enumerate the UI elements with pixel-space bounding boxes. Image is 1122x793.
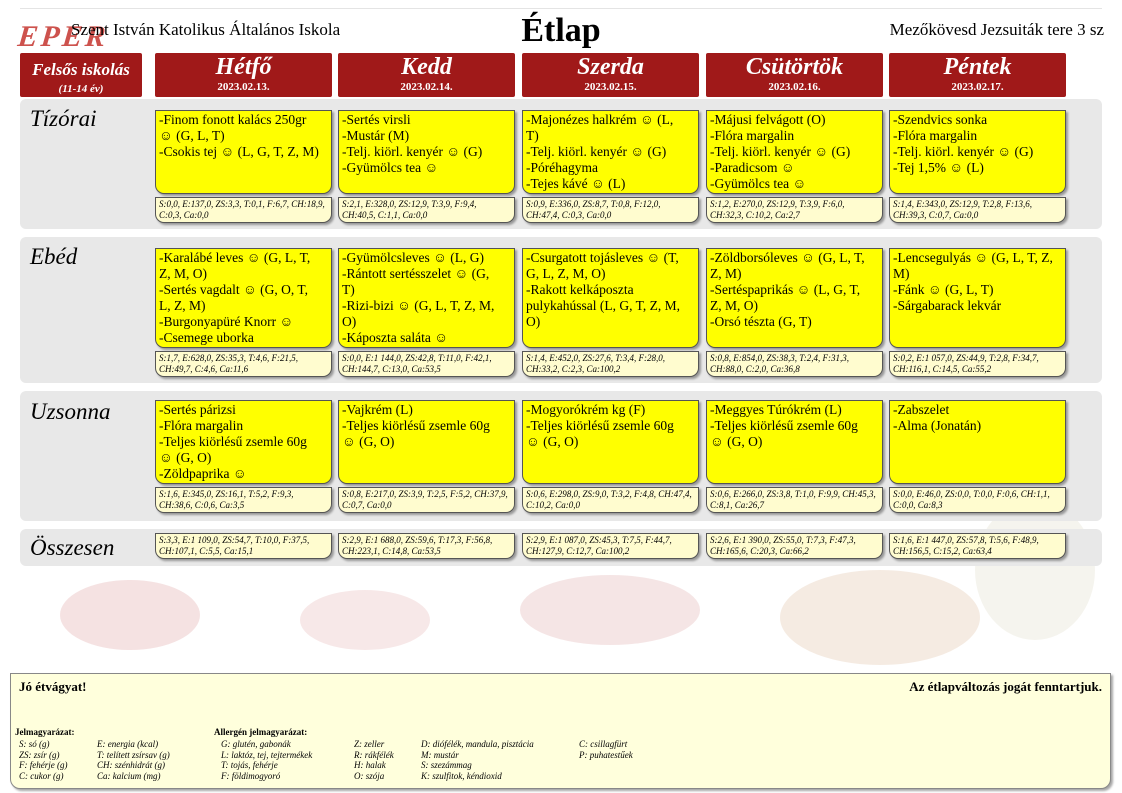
day-name: Hétfő [215,54,272,80]
menu-cell-ebed-wednesday [522,248,699,348]
menu-item-line: ☺ (G, O) [710,434,763,449]
change-notice: Az étlapváltozás jogát fenntartjuk. [909,679,1102,694]
menu-cell-tizorai-thursday [706,110,883,194]
menu-item-line: -Póréhagyma [526,160,598,175]
legend-entry: CH: szénhidrát (g) [97,760,165,770]
menu-item-line: -Finom fonott kalács 250gr [159,112,307,127]
menu-cell-ebed-tuesday [338,248,515,348]
menu-item-line: -Tejes kávé ☺ (L) [526,176,626,191]
allergen-entry: D: diófélék, mandula, pisztácia [421,739,534,749]
menu-cell-tizorai-friday [889,110,1066,194]
footer-panel [10,673,1111,789]
menu-item-line: -Sertés virsli [342,112,411,127]
meal-label-ebed: Ebéd [30,244,78,269]
menu-item-line: -Zabszelet [893,402,950,417]
legend-entry: E: energia (kcal) [97,739,159,749]
menu-item-line: -Teljes kiörlésű zsemle 60g [526,418,674,433]
grade-label: Felsős iskolás [32,60,130,79]
menu-item-line: T) [526,128,539,143]
meal-label-total: Összesen [30,535,115,560]
menu-item-line: -Telj. kiörl. kenyér ☺ (G) [710,144,851,159]
menu-item-line: -Teljes kiörlésű zsemle 60g [342,418,490,433]
nutrition-cell-uzsonna-thursday: S:0,6, E:266,0, ZS:3,8, T:1,0, F:9,9, CH:45,3, C:8,1, Ca:26,7 [706,487,883,513]
menu-item-line: -Teljes kiörlésű zsemle 60g [159,434,307,449]
greeting: Jó étvágyat! [19,679,87,694]
nutrition-cell-ebed-monday: S:1,7, E:628,0, ZS:35,3, T:4,6, F:21,5, CH:49,7, C:4,6, Ca:11,6 [155,351,332,377]
menu-item-line: -Orsó tészta (G, T) [710,314,812,329]
menu-item-line: -Lencsegulyás ☺ (G, L, T, Z, [893,250,1053,265]
menu-item-line: -Gyümölcs tea ☺ [710,176,807,191]
top-divider [20,8,1102,9]
nutrition-cell-tizorai-thursday: S:1,2, E:270,0, ZS:12,9, T:3,9, F:6,0, CH:32,3, C:10,2, Ca:2,7 [706,197,883,223]
menu-item-line: -Telj. kiörl. kenyér ☺ (G) [526,144,667,159]
menu-item-line: -Zöldborsóleves ☺ (G, L, T, [710,250,865,265]
menu-cell-uzsonna-monday [155,400,332,484]
menu-item-line: -Vajkrém (L) [342,402,413,417]
menu-item-line: ☺ (G, L, T) [159,128,225,143]
total-nutrition-thursday: S:2,6, E:1 390,0, ZS:55,0, T:7,3, F:47,3, CH:165,6, C:20,3, Ca:66,2 [706,533,883,559]
allergen-entry: S: szezámmag [421,760,472,770]
menu-item-line: -Gyümölcsleves ☺ (L, G) [342,250,485,265]
day-date: 2023.02.16. [768,81,821,93]
menu-item-line: -Szendvics sonka [893,112,988,127]
menu-cell-tizorai-tuesday [338,110,515,194]
meal-label-uzsonna: Uzsonna [30,399,111,424]
day-date: 2023.02.15. [584,81,637,93]
total-nutrition-tuesday: S:2,9, E:1 688,0, ZS:59,6, T:17,3, F:56,8, CH:223,1, C:14,8, Ca:53,5 [338,533,515,559]
nutrition-cell-ebed-friday: S:0,2, E:1 057,0, ZS:44,9, T:2,8, F:34,7, CH:116,1, C:14,5, Ca:55,2 [889,351,1066,377]
menu-item-line: -Karalábé leves ☺ (G, L, T, [159,250,311,265]
allergen-entry: M: mustár [421,749,459,760]
menu-cell-ebed-friday [889,248,1066,348]
menu-item-line: -Burgonyapüré Knorr ☺ [159,314,294,329]
page-title: Étlap [521,12,601,49]
menu-item-line: -Májusi felvágott (O) [710,112,826,127]
menu-item-line: -Rakott kelkáposzta [526,282,634,297]
menu-item-line: -Tej 1,5% ☺ (L) [893,160,984,175]
legend-entry: S: só (g) [19,739,50,749]
menu-item-line: -Teljes kiörlésű zsemle 60g [710,418,858,433]
menu-item-line: O) [526,314,541,329]
day-date: 2023.02.13. [217,81,270,93]
menu-item-line: O) [342,314,357,329]
menu-item-line: -Rántott sertésszelet ☺ (G, [342,266,490,281]
menu-item-line: -Rizi-bizi ☺ (G, L, T, Z, M, [342,298,495,313]
allergen-entry: T: tojás, fehérje [221,760,278,770]
menu-item-line: ☺ (G, O) [342,434,395,449]
day-header-friday [889,53,1066,97]
menu-cell-tizorai-monday [155,110,332,194]
day-name: Csütörtök [745,54,844,80]
menu-item-line: -Majonézes halkrém ☺ (L, [526,112,674,127]
menu-item-line: Z, M) [710,266,742,281]
day-header-monday [155,53,332,97]
day-name: Péntek [943,54,1012,80]
menu-item-line: -Csurgatott tojásleves ☺ (T, [526,250,679,265]
menu-item-line: -Meggyes Túrókrém (L) [710,402,842,417]
menu-item-line: -Telj. kiörl. kenyér ☺ (G) [893,144,1034,159]
menu-cell-uzsonna-thursday [706,400,883,484]
menu-cell-tizorai-wednesday [522,110,699,194]
menu-item-line: -Gyümölcs tea ☺ [342,160,439,175]
meal-label-tizorai: Tízórai [30,106,97,131]
menu-item-line: -Flóra margalin [710,128,795,143]
nutrition-cell-tizorai-wednesday: S:0,9, E:336,0, ZS:8,7, T:0,8, F:12,0, CH:47,4, C:0,3, Ca:0,0 [522,197,699,223]
school-logo: EPER [16,20,111,53]
legend-entry: ZS: zsír (g) [19,749,60,760]
background-food-decoration [975,500,1095,640]
allergen-entry: P: puhatestűek [579,749,633,760]
allergen-entry: K: szulfitok, kéndioxid [421,770,502,781]
menu-item-line: pulykahússal (L, G, T, Z, M, [526,298,680,313]
background-food-decoration [60,580,200,650]
menu-cell-uzsonna-friday [889,400,1066,484]
allergen-entry: L: laktóz, tej, tejtermékek [221,749,313,760]
menu-cell-ebed-thursday [706,248,883,348]
menu-item-line: M) [893,266,910,281]
background-food-decoration [780,570,980,665]
school-address: Mezőkövesd Jezsuiták tere 3 sz [889,20,1104,39]
allergen-column-3 [421,739,534,781]
menu-item-line: -Telj. kiörl. kenyér ☺ (G) [342,144,483,159]
menu-item-line: -Sertés párizsi [159,402,236,417]
background-food-decoration [300,590,430,650]
allergen-entry: F: földimogyoró [221,770,281,781]
legend-column-1 [19,739,67,781]
menu-item-line: T) [342,282,355,297]
allergen-legend-title: Allergén jelmagyarázat: [214,727,308,737]
menu-item-line: Z, M, O) [159,266,207,281]
menu-item-line: L, Z, M) [159,298,206,313]
nutrition-cell-uzsonna-tuesday: S:0,8, E:217,0, ZS:3,9, T:2,5, F:5,2, CH:37,9, C:0,7, Ca:0,0 [338,487,515,513]
grade-age: (11-14 év) [58,83,104,95]
nutrition-cell-ebed-tuesday: S:0,0, E:1 144,0, ZS:42,8, T:11,0, F:42,1, CH:144,7, C:13,0, Ca:53,5 [338,351,515,377]
legend-entry: T: telített zsírsav (g) [97,749,170,760]
nutrition-cell-ebed-wednesday: S:1,4, E:452,0, ZS:27,6, T:3,4, F:28,0, CH:33,2, C:2,3, Ca:100,2 [522,351,699,377]
legend-column-2 [97,739,170,781]
nutrition-cell-tizorai-friday: S:1,4, E:343,0, ZS:12,9, T:2,8, F:13,6, CH:39,3, C:0,7, Ca:0,0 [889,197,1066,223]
menu-item-line: -Alma (Jonatán) [893,418,982,433]
nutrition-cell-uzsonna-friday: S:0,0, E:46,0, ZS:0,0, T:0,0, F:0,6, CH:1,1, C:0,0, Ca:8,3 [889,487,1066,513]
nutrition-cell-ebed-thursday: S:0,8, E:854,0, ZS:38,3, T:2,4, F:31,3, CH:88,0, C:2,0, Ca:36,8 [706,351,883,377]
menu-item-line: G, L, Z, M, O) [526,266,606,281]
day-header-thursday [706,53,883,97]
nutrition-cell-uzsonna-wednesday: S:0,6, E:298,0, ZS:9,0, T:3,2, F:4,8, CH:47,4, C:10,2, Ca:0,0 [522,487,699,513]
day-name: Kedd [401,54,452,80]
menu-item-line: -Csokis tej ☺ (L, G, T, Z, M) [159,144,319,159]
total-nutrition-monday: S:3,3, E:1 109,0, ZS:54,7, T:10,0, F:37,5, CH:107,1, C:5,5, Ca:15,1 [155,533,332,559]
menu-item-line: -Káposzta saláta ☺ [342,330,448,345]
day-header-wednesday [522,53,699,97]
menu-cell-ebed-monday [155,248,332,348]
allergen-entry: O: szója [354,770,385,781]
day-date: 2023.02.17. [951,81,1004,93]
menu-item-line: ☺ (G, O) [159,450,212,465]
total-nutrition-wednesday: S:2,9, E:1 087,0, ZS:45,3, T:7,5, F:44,7, CH:127,9, C:12,7, Ca:100,2 [522,533,699,559]
nutrition-cell-uzsonna-monday: S:1,6, E:345,0, ZS:16,1, T:5,2, F:9,3, CH:38,6, C:0,6, Ca:3,5 [155,487,332,513]
nutrition-cell-tizorai-tuesday: S:2,1, E:328,0, ZS:12,9, T:3,9, F:9,4, CH:40,5, C:1,1, Ca:0,0 [338,197,515,223]
legend-title: Jelmagyarázat: [15,727,75,737]
menu-item-line: ☺ (G, O) [526,434,579,449]
allergen-column-4 [579,739,633,760]
menu-item-line: -Zöldpaprika ☺ [159,466,247,481]
legend-entry: F: fehérje (g) [19,760,68,770]
allergen-column-1 [221,739,312,781]
school-name: Szent István Katolikus Általános Iskola [71,20,341,39]
menu-item-line: -Fánk ☺ (G, L, T) [893,282,994,297]
allergen-entry: Z: zeller [354,739,385,749]
menu-cell-uzsonna-wednesday [522,400,699,484]
menu-item-line: -Paradicsom ☺ [710,160,795,175]
menu-item-line: Z, M, O) [710,298,758,313]
allergen-entry: G: glutén, gabonák [221,739,291,749]
menu-item-line: -Sertés vagdalt ☺ (G, O, T, [159,282,309,297]
grade-header [20,53,142,97]
menu-item-line: -Sertéspaprikás ☺ (L, G, T, [710,282,861,297]
nutrition-cell-tizorai-monday: S:0,0, E:137,0, ZS:3,3, T:0,1, F:6,7, CH:18,9, C:0,3, Ca:0,0 [155,197,332,223]
background-food-decoration [520,575,700,645]
menu-item-line: -Sárgabarack lekvár [893,298,1002,313]
total-nutrition-friday: S:1,6, E:1 447,0, ZS:57,8, T:5,6, F:48,9, CH:156,5, C:15,2, Ca:63,4 [889,533,1066,559]
menu-cell-uzsonna-tuesday [338,400,515,484]
legend-entry: C: cukor (g) [19,770,64,781]
menu-item-line: -Mustár (M) [342,128,410,143]
legend-entry: Ca: kalcium (mg) [97,770,161,781]
allergen-column-2 [354,739,394,781]
allergen-entry: C: csillagfürt [579,739,628,749]
day-date: 2023.02.14. [400,81,453,93]
menu-item-line: -Mogyorókrém kg (F) [526,402,646,417]
menu-item-line: -Csemege uborka [159,330,254,345]
day-header-tuesday [338,53,515,97]
allergen-entry: H: halak [354,760,386,770]
menu-item-line: -Flóra margalin [893,128,978,143]
day-name: Szerda [577,54,644,80]
menu-item-line: -Flóra margalin [159,418,244,433]
allergen-entry: R: rákfélék [354,749,394,760]
